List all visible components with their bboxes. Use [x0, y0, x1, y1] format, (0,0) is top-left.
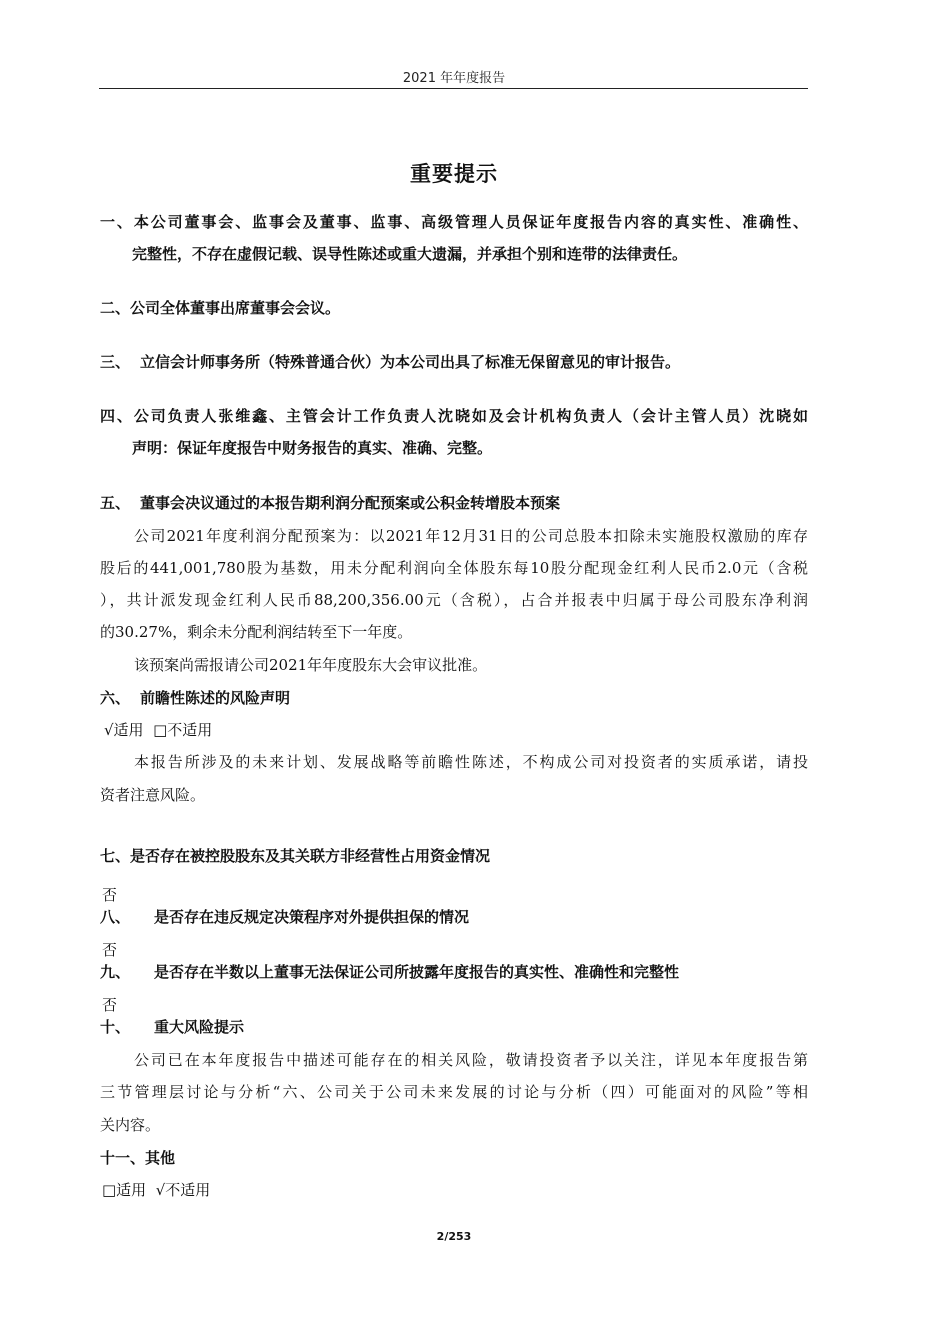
item-9-heading: [100, 962, 679, 982]
item-1-line-1: [100, 212, 808, 232]
item-4-line-1: [100, 406, 808, 426]
item-1-text-1: 本公司董事会、监事会及董事、监事、高级管理人员保证年度报告内容的真实性、准确性、: [133, 213, 808, 231]
item-10-para-line-3: 关内容。: [100, 1116, 161, 1134]
item-11-number: 十一、: [100, 1149, 146, 1167]
item-6-para-line-1: 本报告所涉及的未来计划、发展战略等前瞻性陈述，不构成公司对投资者的实质承诺，请投: [134, 753, 808, 771]
item-11-applicability: □适用 √不适用: [102, 1181, 211, 1199]
item-6-applicability: √适用 □不适用: [104, 721, 213, 739]
page-title: 重要提示: [410, 162, 498, 186]
item-2-text: 公司全体董事出席董事会会议。: [130, 299, 341, 317]
item-4-line-2: 声明：保证年度报告中财务报告的真实、准确、完整。: [132, 439, 493, 457]
item-2: [100, 298, 340, 318]
item-8-heading: [100, 907, 469, 927]
item-10-para-line-2: 三节管理层讨论与分析“六、公司关于公司未来发展的讨论与分析（四）可能面对的风险”等相: [100, 1083, 808, 1101]
item-9-answer: 否: [102, 996, 118, 1014]
item-7-answer: 否: [102, 886, 118, 904]
item-5-para-line-2: 股后的441,001,780股为基数，用未分配利润向全体股东每10股分配现金红利人民币2.0元（含税: [100, 559, 808, 577]
item-2-number: 二、: [100, 299, 131, 317]
item-5-approval-note: 该预案尚需报请公司2021年年度股东大会审议批准。: [134, 656, 488, 674]
item-5-heading-text: 董事会决议通过的本报告期利润分配预案或公积金转增股本预案: [140, 494, 561, 512]
item-3-text: 立信会计师事务所（特殊普通合伙）为本公司出具了标准无保留意见的审计报告。: [140, 353, 681, 371]
item-4-text-1: 公司负责人张维鑫、主管会计工作负责人沈晓如及会计机构负责人（会计主管人员）沈晓如: [133, 407, 808, 425]
item-4-number: 四、: [100, 407, 134, 425]
item-7-number: 七、: [100, 847, 131, 865]
item-10-heading: [100, 1017, 244, 1037]
item-6-para-line-2: 资者注意风险。: [100, 786, 206, 804]
item-6-heading-text: 前瞻性陈述的风险声明: [140, 689, 291, 707]
item-6-number: 六、: [100, 689, 131, 707]
item-10-number: 十、: [100, 1018, 131, 1036]
item-8-answer: 否: [102, 941, 118, 959]
item-8-heading-text: 是否存在违反规定决策程序对外提供担保的情况: [154, 908, 470, 926]
item-5-para-line-3: ），共计派发现金红利人民币88,200,356.00元（含税），占合并报表中归属于母公司股东净利润: [100, 591, 808, 609]
header-divider: [99, 88, 808, 89]
item-7-heading-text: 是否存在被控股股东及其关联方非经营性占用资金情况: [130, 847, 491, 865]
item-10-heading-text: 重大风险提示: [154, 1018, 245, 1036]
page-number: 2/253: [436, 1230, 472, 1243]
item-7-heading: [100, 846, 490, 866]
item-5-number: 五、: [100, 494, 131, 512]
item-8-number: 八、: [100, 908, 131, 926]
item-10-para-line-1: 公司已在本年度报告中描述可能存在的相关风险，敬请投资者予以关注，详见本年度报告第: [134, 1051, 808, 1069]
item-5-para-line-1: 公司2021年度利润分配预案为：以2021年12月31日的公司总股本扣除未实施股权激励的库存: [134, 527, 808, 545]
item-1-line-2: 完整性，不存在虚假记载、误导性陈述或重大遗漏，并承担个别和连带的法律责任。: [132, 245, 688, 263]
running-header: 2021 年年度报告: [402, 71, 506, 86]
item-9-number: 九、: [100, 963, 131, 981]
item-11-heading-text: 其他: [145, 1149, 176, 1167]
item-3-number: 三、: [100, 353, 131, 371]
item-6-heading: [100, 688, 290, 708]
item-5-para-line-4: 的30.27%，剩余未分配利润结转至下一年度。: [100, 623, 413, 641]
item-9-heading-text: 是否存在半数以上董事无法保证公司所披露年度报告的真实性、准确性和完整性: [154, 963, 680, 981]
item-5-heading: [100, 493, 560, 513]
item-3: [100, 352, 680, 372]
item-11-heading: [100, 1148, 175, 1168]
item-1-number: 一、: [100, 213, 134, 231]
